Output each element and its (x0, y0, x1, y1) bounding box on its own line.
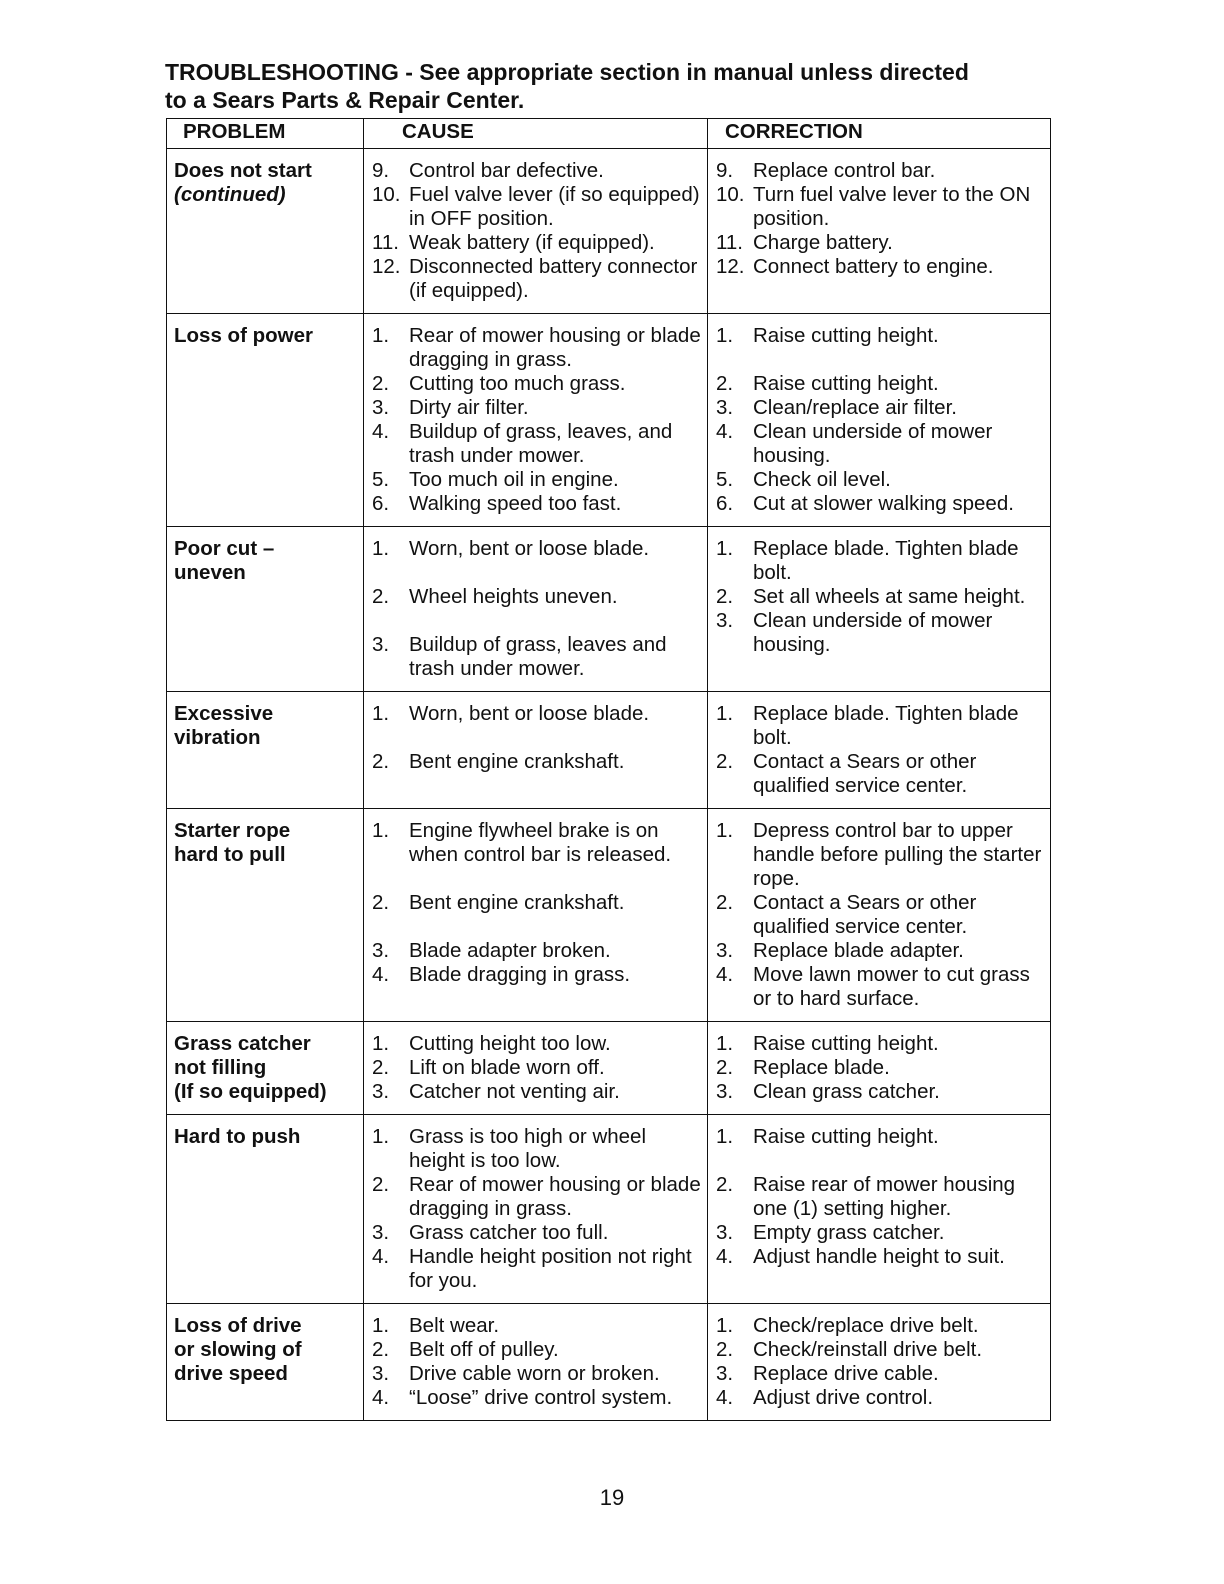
correction-text: Check oil level. (753, 468, 891, 491)
correction-text: Connect battery to engine. (753, 255, 994, 278)
correction-item (716, 537, 1046, 585)
correction-number: 1. (716, 1125, 734, 1148)
correction-number: 2. (716, 1056, 734, 1079)
correction-cell (708, 149, 1051, 314)
cause-text: Cutting height too low. (409, 1032, 611, 1055)
cause-text: Rear of mower housing or blade dragging in grass. (409, 324, 701, 371)
cause-text: Control bar defective. (409, 159, 604, 182)
spacer (372, 726, 703, 750)
table-row (167, 809, 1051, 1022)
correction-item (716, 231, 1046, 255)
correction-cell (708, 692, 1051, 809)
cause-number: 9. (372, 159, 390, 182)
cause-cell (364, 1022, 708, 1115)
correction-number: 3. (716, 1080, 734, 1103)
cause-item (372, 1386, 703, 1410)
correction-text: Replace blade. Tighten blade bolt. (753, 537, 1019, 584)
cause-item (372, 231, 703, 255)
correction-number: 4. (716, 963, 734, 986)
correction-number: 1. (716, 1314, 734, 1337)
correction-text: Cut at slower walking speed. (753, 492, 1014, 515)
correction-number: 5. (716, 468, 734, 491)
problem-text: Loss of power (174, 324, 313, 347)
cause-cell (364, 149, 708, 314)
cause-item (372, 1056, 703, 1080)
correction-number: 3. (716, 939, 734, 962)
correction-text: Clean grass catcher. (753, 1080, 940, 1103)
cause-number: 4. (372, 963, 390, 986)
correction-cell (708, 314, 1051, 527)
problem-text: Excessive (174, 702, 274, 725)
correction-item (716, 819, 1046, 891)
correction-number: 4. (716, 1386, 734, 1409)
correction-item (716, 750, 1046, 798)
cause-item (372, 492, 703, 516)
cause-number: 1. (372, 1032, 390, 1055)
correction-text: Replace blade. (753, 1056, 890, 1079)
cause-cell (364, 692, 708, 809)
correction-number: 2. (716, 372, 734, 395)
problem-text: vibration (174, 726, 261, 749)
cause-number: 1. (372, 537, 390, 560)
correction-number: 4. (716, 420, 734, 443)
cause-item (372, 633, 703, 681)
cause-item (372, 183, 703, 231)
page-number: 19 (599, 1485, 625, 1510)
spacer (372, 915, 703, 939)
problem-cell (167, 527, 364, 692)
correction-number: 2. (716, 1173, 734, 1196)
correction-item (716, 1056, 1046, 1080)
problem-cell (167, 149, 364, 314)
correction-number: 3. (716, 1221, 734, 1244)
correction-number: 3. (716, 609, 734, 632)
correction-text: Clean/replace air filter. (753, 396, 957, 419)
title-line-2: to a Sears Parts & Repair Center. (165, 87, 525, 113)
correction-text: Check/reinstall drive belt. (753, 1338, 983, 1361)
correction-number: 6. (716, 492, 734, 515)
correction-item (716, 255, 1046, 279)
column-header-problem: PROBLEM (167, 119, 364, 149)
correction-item (716, 891, 1046, 939)
problem-text: uneven (174, 561, 246, 584)
correction-text: Replace blade. Tighten blade bolt. (753, 702, 1019, 749)
cause-item (372, 1221, 703, 1245)
correction-text: Raise cutting height. (753, 1125, 939, 1148)
problem-text: Grass catcher (174, 1032, 311, 1055)
correction-item (716, 939, 1046, 963)
problem-text: or slowing of (174, 1338, 302, 1361)
correction-item (716, 1245, 1046, 1269)
column-header-cause: CAUSE (364, 119, 708, 149)
cause-number: 4. (372, 1386, 390, 1409)
cause-text: “Loose” drive control system. (409, 1386, 673, 1409)
cause-item (372, 939, 703, 963)
correction-number: 1. (716, 537, 734, 560)
cause-item (372, 1080, 703, 1104)
table-row (167, 314, 1051, 527)
problem-cell (167, 692, 364, 809)
correction-text: Empty grass catcher. (753, 1221, 945, 1244)
correction-number: 1. (716, 1032, 734, 1055)
correction-number: 12. (716, 255, 745, 278)
cause-text: Engine flywheel brake is on when control bar is released. (409, 819, 672, 866)
table-row (167, 149, 1051, 314)
cause-item (372, 891, 703, 915)
cause-number: 1. (372, 324, 390, 347)
cause-cell (364, 314, 708, 527)
cause-text: Weak battery (if equipped). (409, 231, 655, 254)
correction-cell (708, 1304, 1051, 1421)
cause-text: Drive cable worn or broken. (409, 1362, 660, 1385)
correction-number: 9. (716, 159, 734, 182)
cause-number: 5. (372, 468, 390, 491)
cause-text: Bent engine crankshaft. (409, 750, 625, 773)
cause-number: 11. (372, 231, 399, 254)
cause-number: 6. (372, 492, 390, 515)
problem-text: Poor cut – (174, 537, 275, 560)
cause-text: Grass is too high or wheel height is too low. (409, 1125, 647, 1172)
cause-number: 12. (372, 255, 401, 278)
cause-text: Belt wear. (409, 1314, 500, 1337)
troubleshooting-table (166, 118, 1051, 1421)
cause-item (372, 372, 703, 396)
cause-text: Rear of mower housing or blade dragging in grass. (409, 1173, 701, 1220)
cause-text: Buildup of grass, leaves and trash under mower. (409, 633, 667, 680)
cause-text: Handle height position not right for you. (409, 1245, 692, 1292)
cause-text: Walking speed too fast. (409, 492, 622, 515)
problem-cell (167, 1022, 364, 1115)
cause-number: 2. (372, 1173, 390, 1196)
cause-item (372, 1125, 703, 1173)
problem-text: Hard to push (174, 1125, 301, 1148)
cause-number: 10. (372, 183, 401, 206)
correction-text: Charge battery. (753, 231, 893, 254)
correction-number: 1. (716, 702, 734, 725)
correction-item (716, 1080, 1046, 1104)
correction-number: 2. (716, 1338, 734, 1361)
correction-item (716, 372, 1046, 396)
cause-item (372, 255, 703, 303)
correction-number: 2. (716, 750, 734, 773)
correction-cell (708, 809, 1051, 1022)
cause-item (372, 159, 703, 183)
problem-cell (167, 1115, 364, 1304)
problem-cell (167, 809, 364, 1022)
cause-item (372, 1362, 703, 1386)
correction-item (716, 492, 1046, 516)
correction-item (716, 1032, 1046, 1056)
cause-item (372, 468, 703, 492)
correction-item (716, 324, 1046, 348)
cause-number: 3. (372, 1362, 390, 1385)
table-row (167, 1115, 1051, 1304)
cause-cell (364, 527, 708, 692)
cause-cell (364, 1115, 708, 1304)
correction-number: 3. (716, 396, 734, 419)
cause-number: 4. (372, 1245, 390, 1268)
cause-number: 1. (372, 1314, 390, 1337)
cause-number: 3. (372, 396, 390, 419)
problem-text: drive speed (174, 1362, 288, 1385)
cause-text: Blade adapter broken. (409, 939, 611, 962)
correction-item (716, 420, 1046, 468)
cause-number: 2. (372, 891, 390, 914)
correction-item (716, 1173, 1046, 1221)
cause-number: 1. (372, 702, 390, 725)
correction-text: Clean underside of mower housing. (753, 609, 993, 656)
problem-text: not filling (174, 1056, 267, 1079)
correction-number: 1. (716, 819, 734, 842)
problem-text: Loss of drive (174, 1314, 302, 1337)
correction-number: 2. (716, 585, 734, 608)
correction-item (716, 159, 1046, 183)
correction-text: Replace control bar. (753, 159, 936, 182)
correction-text: Replace blade adapter. (753, 939, 964, 962)
cause-text: Worn, bent or loose blade. (409, 702, 650, 725)
title-line-1: TROUBLESHOOTING - See appropriate section in manual unless directed (165, 59, 969, 85)
cause-item (372, 1245, 703, 1293)
correction-number: 2. (716, 891, 734, 914)
cause-number: 3. (372, 633, 390, 656)
table-row (167, 692, 1051, 809)
cause-number: 2. (372, 750, 390, 773)
correction-text: Contact a Sears or other qualified service center. (753, 891, 977, 938)
correction-item (716, 702, 1046, 750)
correction-text: Set all wheels at same height. (753, 585, 1026, 608)
cause-number: 2. (372, 372, 390, 395)
cause-number: 3. (372, 939, 390, 962)
cause-text: Grass catcher too full. (409, 1221, 609, 1244)
cause-text: Worn, bent or loose blade. (409, 537, 650, 560)
cause-number: 4. (372, 420, 390, 443)
cause-cell (364, 1304, 708, 1421)
correction-text: Raise cutting height. (753, 1032, 939, 1055)
header-row (167, 119, 1051, 149)
cause-number: 2. (372, 1338, 390, 1361)
cause-item (372, 324, 703, 372)
problem-text: Starter rope (174, 819, 291, 842)
correction-item (716, 1221, 1046, 1245)
problem-cell (167, 1304, 364, 1421)
correction-number: 3. (716, 1362, 734, 1385)
correction-item (716, 183, 1046, 231)
correction-cell (708, 1115, 1051, 1304)
cause-number: 3. (372, 1080, 390, 1103)
cause-item (372, 585, 703, 609)
cause-text: Buildup of grass, leaves, and trash under mower. (409, 420, 673, 467)
cause-item (372, 396, 703, 420)
correction-text: Contact a Sears or other qualified service center. (753, 750, 977, 797)
correction-number: 4. (716, 1245, 734, 1268)
cause-item (372, 1338, 703, 1362)
correction-text: Clean underside of mower housing. (753, 420, 993, 467)
correction-text: Move lawn mower to cut grass or to hard surface. (753, 963, 1030, 1010)
correction-text: Raise rear of mower housing one (1) setting higher. (753, 1173, 1016, 1220)
cause-item (372, 1173, 703, 1221)
spacer (716, 348, 1046, 372)
correction-item (716, 963, 1046, 1011)
table-row (167, 1022, 1051, 1115)
problem-text: hard to pull (174, 843, 286, 866)
table-header (167, 119, 1051, 149)
cause-item (372, 750, 703, 774)
spacer (716, 1149, 1046, 1173)
spacer (372, 561, 703, 585)
cause-cell (364, 809, 708, 1022)
cause-text: Catcher not venting air. (409, 1080, 620, 1103)
correction-text: Adjust drive control. (753, 1386, 934, 1409)
cause-text: Belt off of pulley. (409, 1338, 559, 1361)
problem-cell (167, 314, 364, 527)
correction-item (716, 468, 1046, 492)
spacer (372, 609, 703, 633)
cause-item (372, 1032, 703, 1056)
cause-item (372, 537, 703, 561)
page-title (165, 58, 1065, 114)
cause-number: 2. (372, 585, 390, 608)
problem-text: (If so equipped) (174, 1080, 327, 1103)
cause-number: 3. (372, 1221, 390, 1244)
correction-number: 10. (716, 183, 745, 206)
cause-text: Lift on blade worn off. (409, 1056, 605, 1079)
correction-item (716, 585, 1046, 609)
cause-item (372, 819, 703, 867)
cause-item (372, 1314, 703, 1338)
correction-text: Raise cutting height. (753, 372, 939, 395)
correction-text: Depress control bar to upper handle before pulling the starter rope. (753, 819, 1042, 890)
cause-item (372, 963, 703, 987)
cause-item (372, 702, 703, 726)
correction-item (716, 396, 1046, 420)
correction-item (716, 1125, 1046, 1149)
column-header-correction: CORRECTION (708, 119, 1051, 149)
cause-item (372, 420, 703, 468)
correction-text: Check/replace drive belt. (753, 1314, 979, 1337)
correction-text: Turn fuel valve lever to the ON position. (753, 183, 1031, 230)
cause-text: Cutting too much grass. (409, 372, 626, 395)
correction-item (716, 1314, 1046, 1338)
spacer (372, 867, 703, 891)
correction-text: Replace drive cable. (753, 1362, 939, 1385)
problem-text: Does not start (174, 159, 312, 182)
correction-number: 1. (716, 324, 734, 347)
cause-text: Disconnected battery connector (if equipped). (409, 255, 698, 302)
correction-number: 11. (716, 231, 743, 254)
cause-number: 1. (372, 819, 390, 842)
table-row (167, 527, 1051, 692)
correction-text: Raise cutting height. (753, 324, 939, 347)
correction-item (716, 1362, 1046, 1386)
correction-item (716, 609, 1046, 657)
table-row (167, 1304, 1051, 1421)
cause-text: Too much oil in engine. (409, 468, 619, 491)
cause-number: 2. (372, 1056, 390, 1079)
cause-text: Wheel heights uneven. (409, 585, 618, 608)
problem-note: (continued) (174, 183, 286, 206)
cause-text: Dirty air filter. (409, 396, 529, 419)
correction-item (716, 1338, 1046, 1362)
correction-text: Adjust handle height to suit. (753, 1245, 1005, 1268)
cause-text: Blade dragging in grass. (409, 963, 631, 986)
correction-item (716, 1386, 1046, 1410)
cause-text: Fuel valve lever (if so equipped) in OFF position. (409, 183, 700, 230)
table-body (167, 149, 1051, 1421)
correction-cell (708, 1022, 1051, 1115)
cause-number: 1. (372, 1125, 390, 1148)
cause-text: Bent engine crankshaft. (409, 891, 625, 914)
correction-cell (708, 527, 1051, 692)
